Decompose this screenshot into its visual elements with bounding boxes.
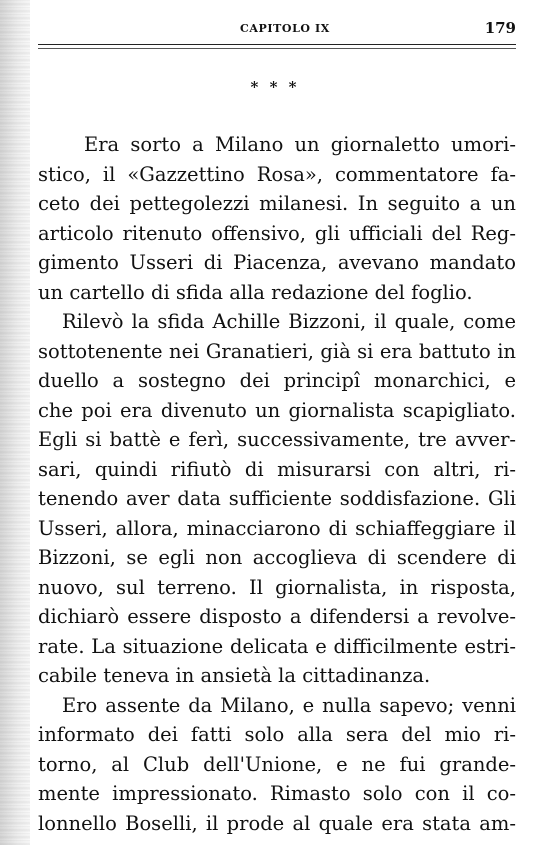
text-line: ceto dei pettegolezzi milanesi. In seguito a un	[38, 192, 516, 215]
text-line: sottotenente nei Granatieri, già si era battuto in	[38, 339, 516, 363]
text-line: articolo ritenuto offensivo, gli ufficiali del Reg-	[38, 221, 516, 245]
text-line: duello a sostegno dei principî monarchici, e	[38, 369, 516, 392]
text-line: nuovo, sul terreno. Il giornalista, in risposta,	[38, 575, 516, 599]
text-line: lonnello Boselli, il prode al quale era stata am-	[38, 811, 516, 835]
page-header	[40, 19, 516, 39]
text-line: mente impressionato. Rimasto solo con il co-	[38, 782, 516, 805]
text-line: sari, quindi rifiutò di misurarsi con altri, ri-	[38, 457, 516, 481]
text-line: Rilevò la sfida Achille Bizzoni, il quale, come	[62, 310, 516, 333]
text-line: Era sorto a Milano un giornaletto umori-	[84, 133, 516, 156]
page-number: 179	[484, 19, 516, 37]
text-line: un cartello di sfida alla redazione del foglio.	[38, 280, 473, 304]
header-rule	[38, 44, 516, 45]
text-line: Egli si battè e ferì, successivamente, tre avver-	[38, 428, 516, 451]
page-gutter-shadow	[0, 0, 30, 845]
text-line: cabile teneva in ansietà la cittadinanza.	[38, 664, 431, 687]
text-line: Usseri, allora, minacciarono di schiaffeggiare il	[38, 516, 516, 540]
text-line: Ero assente da Milano, e nulla sapevo; venni	[62, 693, 516, 717]
text-line: Bizzoni, se egli non accoglieva di scendere di	[38, 546, 516, 569]
text-line: tenendo aver data sufficiente soddisfazione. Gli	[38, 487, 516, 510]
text-line: che poi era divenuto un giornalista scapigliato.	[38, 398, 516, 422]
text-line: rate. La situazione delicata e difficilmente estri-	[38, 634, 516, 658]
text-line: dichiarò essere disposto a difendersi a revolve-	[38, 605, 516, 628]
header-rule-thin	[38, 48, 516, 49]
body-text	[38, 130, 516, 838]
text-line: stico, il «Gazzettino Rosa», commentatore fa-	[38, 162, 516, 186]
text-line: informato dei fatti solo alla sera del mio ri-	[38, 723, 516, 746]
section-break-asterisks: * * *	[250, 78, 300, 96]
text-line: torno, al Club dell'Unione, e ne fui grande-	[38, 752, 516, 776]
text-line: gimento Usseri di Piacenza, avevano mandato	[38, 251, 516, 274]
running-head: CAPITOLO IX	[240, 22, 330, 35]
